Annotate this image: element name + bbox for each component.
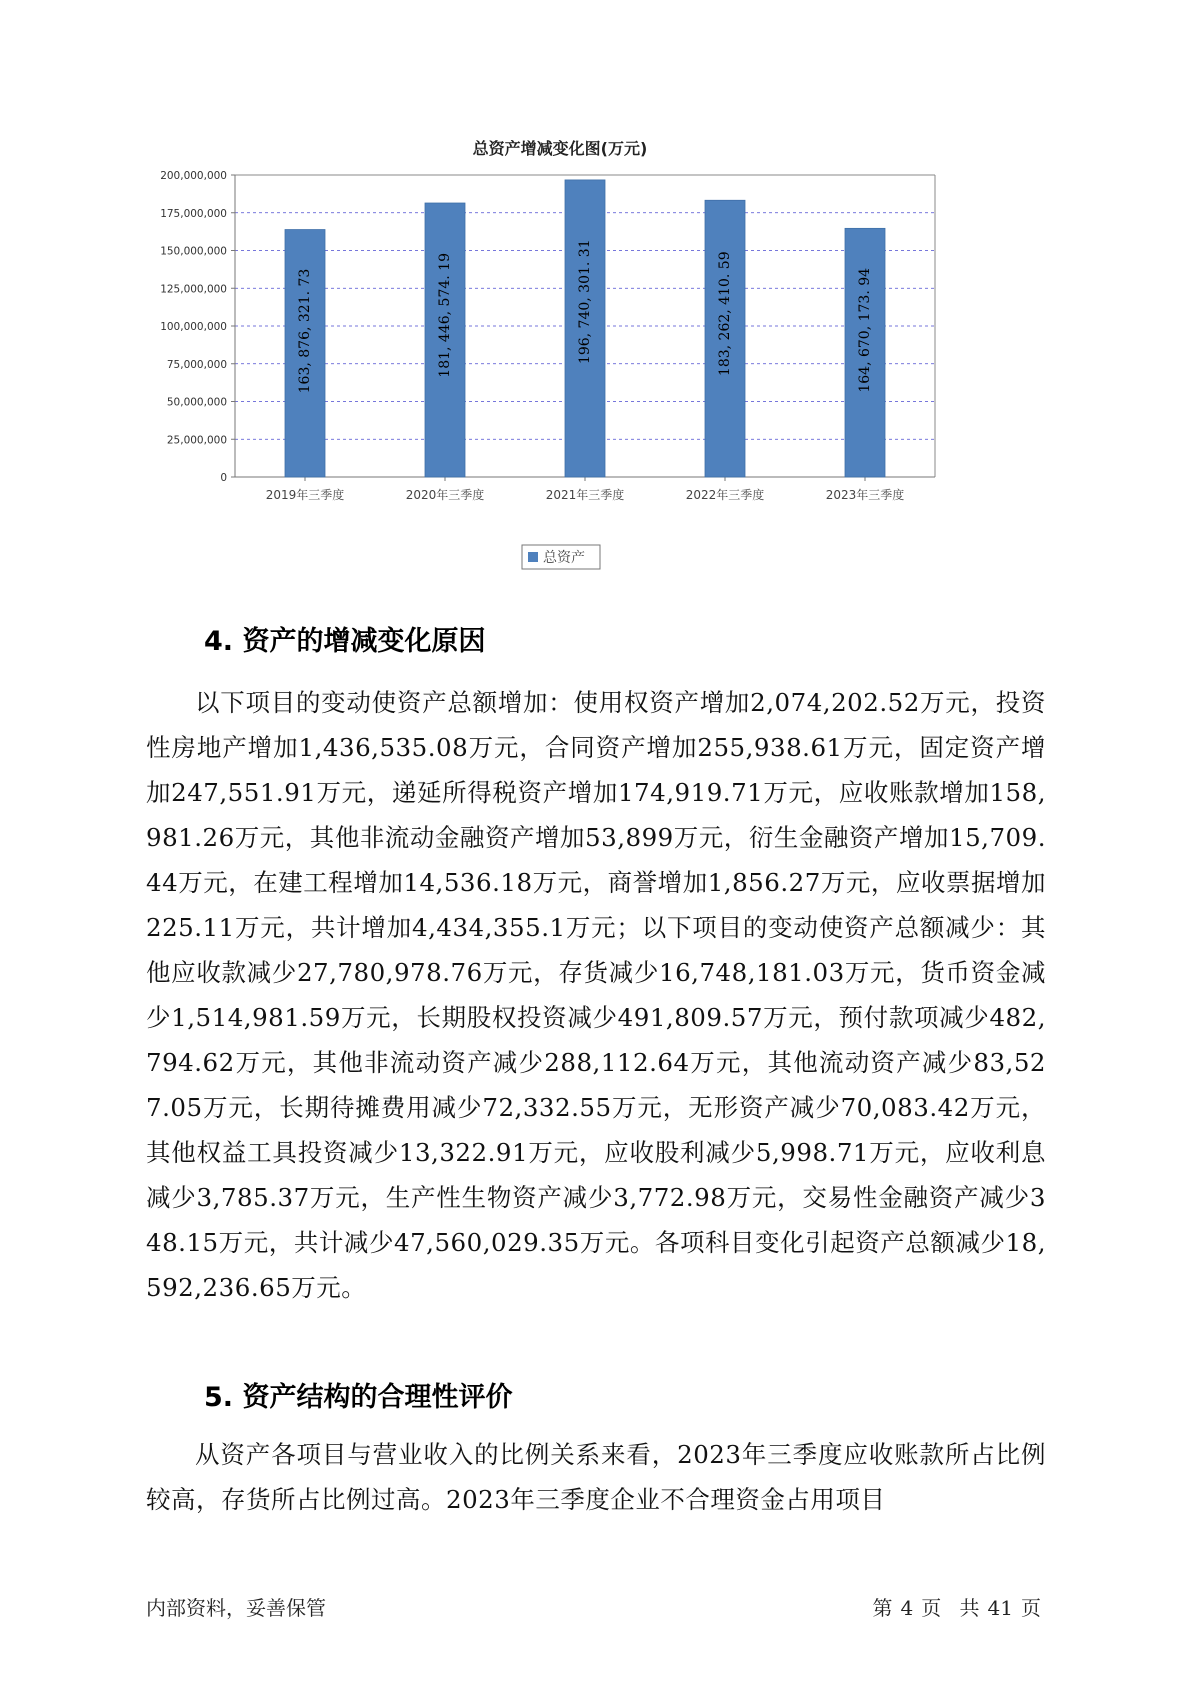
page-number: 4 — [900, 1596, 914, 1620]
y-tick-label: 0 — [220, 472, 227, 484]
x-tick-labels — [266, 487, 905, 502]
chart-legend — [522, 545, 600, 569]
section-4-heading: 4. 资产的增减变化原因 — [204, 626, 486, 657]
y-tick-label: 150,000,000 — [160, 245, 227, 258]
section-5-paragraph: 从资产各项目与营业收入的比例关系来看，2023年三季度应收账款所占比例较高，存货所占比例过高。2023年三季度企业不合理资金占用项目 — [146, 1440, 1046, 1514]
x-tick-label: 2023年三季度 — [825, 488, 905, 502]
y-tick-label: 100,000,000 — [160, 321, 227, 333]
chart-title: 总资产增减变化图(万元) — [472, 140, 648, 158]
bar-value-label: 163, 876, 321. 73 — [297, 268, 313, 394]
bar-value-label: 181, 446, 574. 19 — [437, 253, 453, 378]
page-unit: 页 — [921, 1596, 942, 1620]
legend-swatch — [528, 552, 538, 562]
total-prefix: 共 — [959, 1596, 980, 1620]
total-assets-chart — [150, 140, 1030, 600]
y-tick-label: 175,000,000 — [160, 207, 227, 220]
y-tick-labels — [160, 170, 227, 484]
bar-value-label: 183, 262, 410. 59 — [717, 251, 733, 377]
y-tick-label: 125,000,000 — [160, 283, 227, 296]
y-tick-label: 200,000,000 — [160, 170, 227, 182]
y-tick-label: 75,000,000 — [166, 358, 227, 371]
footer-confidential-note: 内部资料，妥善保管 — [146, 1596, 326, 1620]
bar-value-label: 196, 740, 301. 31 — [577, 239, 593, 365]
legend-label: 总资产 — [543, 550, 585, 566]
section-4-paragraph: 以下项目的变动使资产总额增加：使用权资产增加2,074,202.52万元，投资性房地产增加1,436,535.08万元，合同资产增加255,938.61万元，固定资产增加247,551.91万元，递延所得税资产增加174,919.71万元，应收账款增加158,981.26万元，其他非流动金融资产增加53,899万元，衍生金融资产增加15,709.44万元，在建工程增加14,536.18万元，商誉增加1,856.27万元，应收票据增加225.11万元，共计增加4,434,355.1万元；以下项目的变动使资产总额减少：其他应收款减少27,780,978.76万元，存货减少16,748,181.03万元，货币资金减少1,514,981.59万元，长期股权投资减少491,809.57万元，预付款项减少482,794.62万元，其他非流动资产减少288,112.64万元，其他流动资产减少83,527.05万元，长期待摊费用减少72,332.55万元，无形资产减少70,083.42万元，其他权益工具投资减少13,322.91万元，应收股利减少5,998.71万元，应收利息减少3,785.37万元，生产性生物资产减少3,772.98万元，交易性金融资产减少348.15万元，共计减少47,560,029.35万元。各项科目变化引起资产总额减少18,592,236.65万元。 — [146, 688, 1046, 1302]
x-tick-label: 2019年三季度 — [265, 488, 345, 502]
bar-value-label: 164, 670, 173. 94 — [857, 267, 873, 393]
section-5-heading: 5. 资产结构的合理性评价 — [204, 1382, 513, 1413]
y-tick-label: 50,000,000 — [166, 396, 227, 409]
footer-page-info — [868, 1592, 1045, 1621]
x-tick-label: 2020年三季度 — [405, 488, 485, 502]
total-pages: 41 — [987, 1596, 1013, 1620]
total-unit: 页 — [1021, 1596, 1041, 1620]
x-tick-label: 2021年三季度 — [545, 488, 625, 502]
chart-canvas — [150, 140, 1030, 600]
x-tick-label: 2022年三季度 — [685, 488, 765, 502]
page-prefix: 第 — [872, 1596, 893, 1620]
y-tick-label: 25,000,000 — [166, 434, 227, 447]
